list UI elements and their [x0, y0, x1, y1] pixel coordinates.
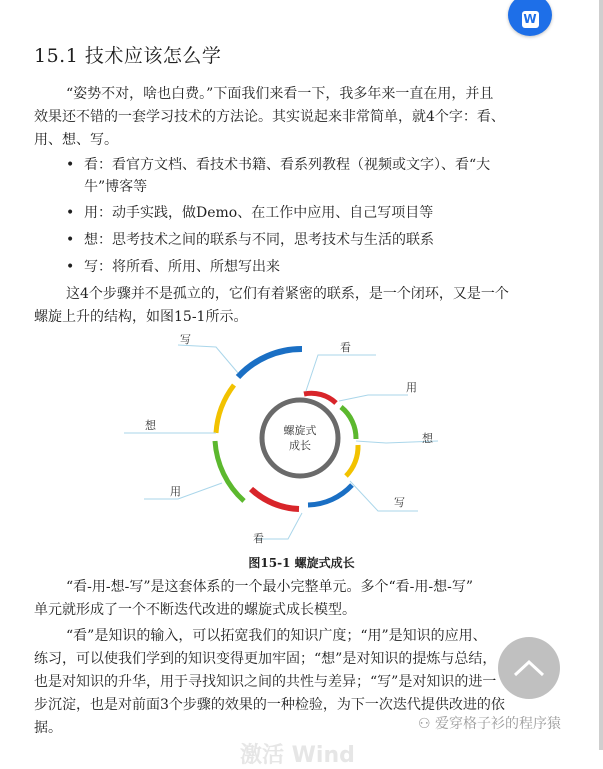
para3-line-1: “看-用-想-写”是这套体系的一个最小完整单元。多个“看-用-想-写”: [66, 579, 474, 595]
intro-line-1: “姿势不对，啥也白费。”下面我们来看一下，我多年来一直在用，并且: [66, 86, 494, 102]
chevron-up-icon: [512, 658, 546, 678]
leader-use-right: [339, 395, 408, 401]
bullet-dot: •: [66, 232, 75, 248]
scroll-to-top-button[interactable]: [498, 637, 560, 699]
arc-outer-yellow: [216, 385, 234, 433]
label-use-right: 用: [406, 381, 417, 394]
center-label-line-2: 成长: [289, 439, 311, 452]
section-title: 15.1 技术应该怎么学: [34, 45, 222, 67]
arc-inner-yellow: [346, 445, 358, 476]
watermark-text: 爱穿格子衫的程序猿: [435, 716, 562, 732]
bullet-dot: •: [66, 259, 75, 275]
spiral-growth-diagram: [118, 333, 478, 548]
bullet-dot: •: [66, 157, 75, 173]
bullet-dot: •: [66, 205, 75, 221]
bullet-think: [66, 229, 434, 252]
label-think-left: 想: [145, 419, 156, 432]
para4-line-2: 练习，可以使我们学到的知识变得更加牢固；“想”是对知识的提炼与总结，: [34, 651, 497, 667]
word-icon: W: [523, 12, 537, 26]
intro-line-3: 用、想、写。: [34, 132, 118, 148]
page-edge: [599, 0, 603, 750]
para4-line-3: 也是对知识的升华，用于寻找知识之间的共性与差异；“写”是对知识的进一: [34, 674, 497, 690]
arc-outer-green: [215, 441, 244, 501]
bullet-use: [66, 202, 433, 225]
intro-line-2: 效果还不错的一套学习技术的方法论。其实说起来非常简单，就4个字：看、: [34, 109, 505, 125]
bullet-write: [66, 256, 280, 279]
bullet-text: 看：看官方文档、看技术书籍、看系列教程（视频或文字）、看“大: [84, 157, 491, 173]
center-label-line-1: 螺旋式: [283, 424, 317, 437]
leader-look-top: [306, 355, 376, 391]
wechat-icon: ⚇: [418, 716, 436, 732]
word-app-button[interactable]: [508, 0, 552, 36]
para4-line-5: 据。: [34, 720, 62, 736]
leader-write-top: [178, 345, 238, 373]
bullet-text: 想：思考技术之间的联系与不同，思考技术与生活的联系: [84, 232, 434, 248]
para4-line-4: 步沉淀，也是对前面3个步骤的效果的一种检验，为下一次迭代提供改进的依: [34, 697, 505, 713]
center-circle: [262, 400, 338, 476]
para2-line-1: 这4个步骤并不是孤立的，它们有着紧密的联系，是一个闭环，又是一个: [66, 286, 509, 302]
bullet-look-continued: 牛”博客等: [84, 179, 148, 195]
author-watermark: [418, 713, 561, 733]
label-use-left: 用: [170, 485, 181, 498]
arc-outer-blue: [238, 349, 302, 377]
para3-line-2: 单元就形成了一个不断迭代改进的螺旋式成长模型。: [34, 602, 356, 618]
arc-inner-green: [341, 407, 356, 439]
arc-lower-red: [251, 489, 299, 509]
para4-line-1: “看”是知识的输入，可以拓宽我们的知识广度；“用”是知识的应用、: [66, 628, 487, 644]
bullet-text: 写：将所看、所用、所想写出来: [84, 259, 280, 275]
figure-caption: 图15-1 螺旋式成长: [248, 556, 355, 570]
label-look-top: 看: [340, 341, 351, 354]
para2-line-2: 螺旋上升的结构，如图15-1所示。: [34, 309, 248, 325]
activate-windows-watermark: 激活 Wind: [240, 743, 355, 768]
leader-write-right: [350, 481, 418, 511]
label-write-right: 写: [394, 496, 405, 509]
leader-use-left: [144, 483, 222, 499]
bullet-look: [66, 154, 490, 177]
label-write-top: 写: [180, 333, 191, 346]
label-look-bottom: 看: [253, 532, 264, 545]
label-think-right: 想: [422, 432, 433, 445]
bullet-text: 用：动手实践，做Demo、在工作中应用、自己写项目等: [84, 205, 434, 221]
arc-lower-blue: [308, 485, 352, 505]
